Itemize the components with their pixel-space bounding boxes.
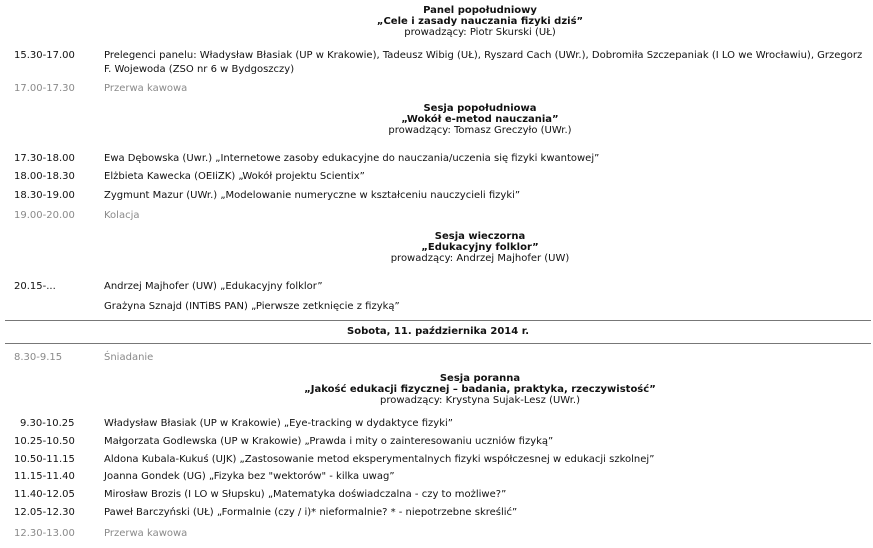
row-text: Przerwa kawowa <box>104 83 188 94</box>
row-text: Przerwa kawowa <box>104 528 188 539</box>
panel-label: Panel popołudniowy <box>423 5 537 16</box>
row-time: 17.00-17.30 <box>14 83 75 94</box>
session-label: Sesja popołudniowa <box>423 103 537 114</box>
divider-top <box>5 320 871 321</box>
row-text: Paweł Barczyński (UŁ) „Formalnie (czy / i)* nieformalnie? * - niepotrzebne skreślić” <box>104 507 518 518</box>
schedule-row <box>0 470 873 484</box>
break-row <box>0 82 873 96</box>
row-text: Ewa Dębowska (Uwr.) „Internetowe zasoby edukacyjne do nauczania/uczenia się fizyki kwantowej” <box>104 153 600 164</box>
panel-header <box>90 5 870 38</box>
schedule-row <box>0 152 873 166</box>
row-text: Mirosław Brozis (I LO w Słupsku) „Matematyka doświadczalna - czy to możliwe?” <box>104 489 507 500</box>
row-text: Grażyna Sznajd (INTiBS PAN) „Pierwsze zetknięcie z fizyką” <box>104 301 400 312</box>
schedule-row <box>0 170 873 184</box>
row-time: 18.00-18.30 <box>14 171 75 182</box>
row-text: Joanna Gondek (UG) „Fizyka bez "wektorów" - kilka uwag” <box>104 471 395 482</box>
schedule-row <box>0 488 873 502</box>
session-title: „Edukacyjny folklor” <box>421 242 539 253</box>
schedule-row <box>0 453 873 467</box>
row-text: Elżbieta Kawecka (OEIiZK) „Wokół projektu Scientix” <box>104 171 365 182</box>
panel-title: „Cele i zasady nauczania fizyki dziś” <box>376 16 584 27</box>
breakfast-row <box>0 351 873 365</box>
panel-host: prowadzący: Piotr Skurski (UŁ) <box>404 27 556 38</box>
divider-bottom <box>5 343 871 344</box>
break-row <box>0 527 873 541</box>
session-host: prowadzący: Krystyna Sujak-Lesz (UWr.) <box>379 395 580 406</box>
session-label: Sesja poranna <box>439 373 521 384</box>
session-header <box>90 103 870 136</box>
row-time: 17.30-18.00 <box>14 153 75 164</box>
schedule-row <box>0 189 873 203</box>
schedule-row <box>0 417 873 431</box>
session-title: „Wokół e-metod nauczania” <box>401 114 559 125</box>
row-time: 11.15-11.40 <box>14 471 75 482</box>
schedule-row <box>0 280 873 294</box>
row-text: Aldona Kubala-Kukuś (UJK) „Zastosowanie metod eksperymentalnych fizyki współczesnej w edukacji szkolnej” <box>104 454 655 465</box>
break-row <box>0 209 873 223</box>
row-time: 10.50-11.15 <box>14 454 75 465</box>
row-text: Małgorzata Godlewska (UP w Krakowie) „Prawda i mity o zainteresowaniu uczniów fizyką” <box>104 436 554 447</box>
session-header <box>90 231 870 264</box>
schedule-row <box>0 435 873 449</box>
row-text: Andrzej Majhofer (UW) „Edukacyjny folklor” <box>104 281 323 292</box>
row-text: Zygmunt Mazur (UWr.) „Modelowanie numeryczne w kształceniu nauczycieli fizyki” <box>104 190 521 201</box>
session-host: prowadzący: Andrzej Majhofer (UW) <box>390 253 570 264</box>
row-time: 10.25-10.50 <box>14 436 75 447</box>
row-time: 9.30-10.25 <box>20 418 75 429</box>
row-time: 8.30-9.15 <box>14 352 63 363</box>
row-time: 19.00-20.00 <box>14 210 75 221</box>
row-time: 20.15-... <box>14 281 56 292</box>
row-text: Kolacja <box>104 210 140 221</box>
row-text: Władysław Błasiak (UP w Krakowie) „Eye-tracking w dydaktyce fizyki” <box>104 418 453 429</box>
schedule-row <box>0 49 873 77</box>
session-host: prowadzący: Tomasz Greczyło (UWr.) <box>388 125 572 136</box>
day-header: Sobota, 11. października 2014 r. <box>347 326 529 337</box>
row-time: 12.05-12.30 <box>14 507 75 518</box>
row-text: Śniadanie <box>104 352 154 363</box>
row-time: 18.30-19.00 <box>14 190 75 201</box>
row-text: Prelegenci panelu: Władysław Błasiak (UP w Krakowie), Tadeusz Wibig (UŁ), Ryszard Cach (UWr.), Dobromiła Szczepaniak (I LO we Wrocławiu), Grzegorz F. Wojewoda (ZSO nr 6 w Bydgoszczy) <box>104 50 863 75</box>
session-header <box>90 373 870 406</box>
schedule-row <box>0 506 873 520</box>
row-time: 12.30-13.00 <box>14 528 75 539</box>
schedule-row <box>0 300 873 314</box>
row-time: 15.30-17.00 <box>14 50 75 61</box>
session-label: Sesja wieczorna <box>434 231 526 242</box>
session-title: „Jakość edukacji fizycznej – badania, praktyka, rzeczywistość” <box>304 384 656 395</box>
row-time: 11.40-12.05 <box>14 489 75 500</box>
